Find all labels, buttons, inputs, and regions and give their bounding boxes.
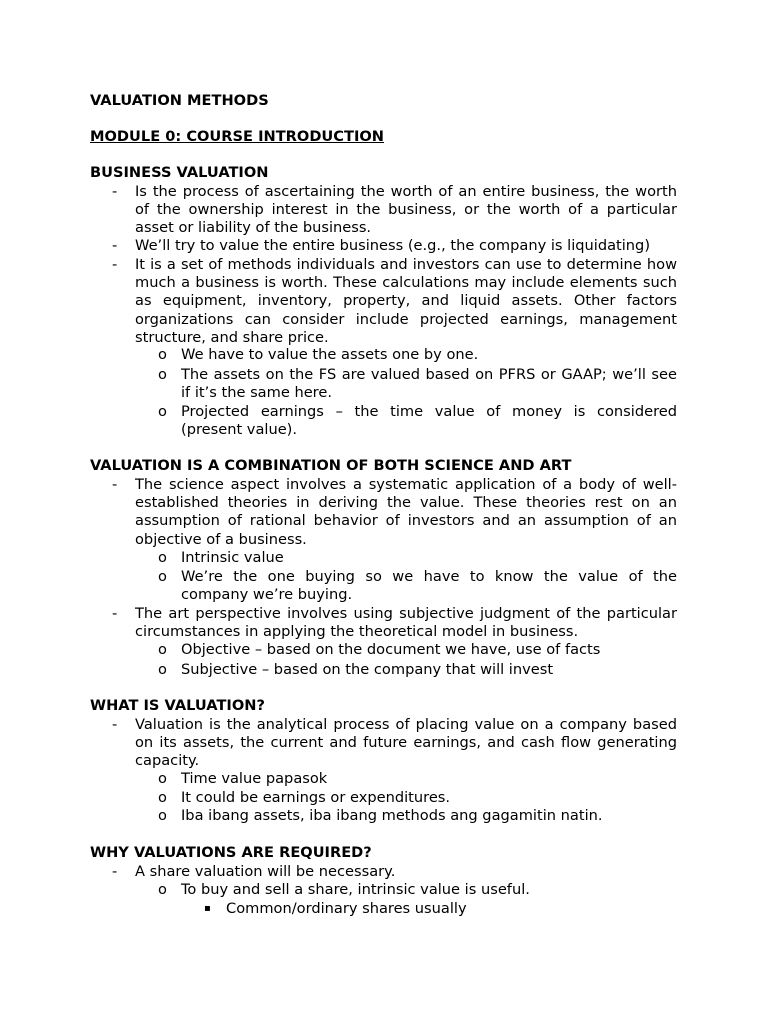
circle-bullet: o	[158, 568, 167, 585]
sub-list-item	[158, 770, 677, 788]
sub-list-item	[158, 549, 677, 567]
sub-sub-list-item	[204, 900, 677, 918]
sub-list-item-text: Objective – based on the document we have, use of facts	[181, 641, 601, 658]
dash-bullet: -	[112, 605, 118, 622]
sub-sub-list-item-text: Common/ordinary shares usually	[226, 900, 467, 917]
sub-list-item	[158, 403, 677, 439]
circle-bullet: o	[158, 549, 167, 566]
sub-list-item-text: The assets on the FS are valued based on PFRS or GAAP; we’ll see if it’s the same here.	[181, 366, 677, 402]
list-item-text: Valuation is the analytical process of placing value on a company based on its assets, the current and future earnings, and cash flow generating capacity.	[135, 716, 677, 770]
dash-bullet: -	[112, 237, 118, 254]
sub-list-item-text: We’re the one buying so we have to know the value of the company we’re buying.	[181, 568, 677, 604]
sub-list-item	[158, 881, 677, 899]
list-item-text: The science aspect involves a systematic application of a body of well-established theories in deriving the value. These theories rest on an assumption of rational behavior of investors and an assumption of an objective of a business.	[135, 476, 677, 548]
sub-list-item	[158, 641, 677, 659]
dash-bullet: -	[112, 716, 118, 733]
list-item-text: We’ll try to value the entire business (e.g., the company is liquidating)	[135, 237, 651, 254]
section-heading: WHAT IS VALUATION?	[90, 697, 265, 714]
sub-list-item-text: Subjective – based on the company that will invest	[181, 661, 554, 678]
list-item	[112, 605, 677, 641]
circle-bullet: o	[158, 403, 167, 420]
square-bullet: ▪	[204, 903, 211, 914]
sub-list-item-text: We have to value the assets one by one.	[181, 346, 479, 363]
sub-list-item-text: It could be earnings or expenditures.	[181, 789, 451, 806]
list-item	[112, 183, 677, 238]
sub-list-item-text: Iba ibang assets, iba ibang methods ang gagamitin natin.	[181, 807, 603, 824]
sub-list-item	[158, 807, 677, 825]
list-item-text: A share valuation will be necessary.	[135, 863, 396, 880]
list-item	[112, 716, 677, 771]
module-heading: MODULE 0: COURSE INTRODUCTION	[90, 128, 384, 145]
circle-bullet: o	[158, 641, 167, 658]
dash-bullet: -	[112, 183, 118, 200]
circle-bullet: o	[158, 807, 167, 824]
circle-bullet: o	[158, 366, 167, 383]
circle-bullet: o	[158, 346, 167, 363]
sub-list-item	[158, 346, 677, 364]
list-item	[112, 476, 677, 549]
sub-list-item	[158, 568, 677, 604]
circle-bullet: o	[158, 770, 167, 787]
circle-bullet: o	[158, 789, 167, 806]
list-item-text: Is the process of ascertaining the worth of an entire business, the worth of the ownership interest in the business, or the worth of a particular asset or liability of the business.	[135, 183, 677, 237]
list-item-text: The art perspective involves using subjective judgment of the particular circumstances in applying the theoretical model in business.	[135, 605, 677, 641]
circle-bullet: o	[158, 881, 167, 898]
list-item	[112, 237, 677, 255]
section-heading: VALUATION IS A COMBINATION OF BOTH SCIENCE AND ART	[90, 457, 572, 474]
sub-list-item	[158, 366, 677, 402]
dash-bullet: -	[112, 256, 118, 273]
sub-list-item	[158, 789, 677, 807]
list-item	[112, 863, 677, 881]
sub-list-item-text: Time value papasok	[181, 770, 328, 787]
document-title: VALUATION METHODS	[90, 92, 269, 109]
dash-bullet: -	[112, 863, 118, 880]
section-heading: BUSINESS VALUATION	[90, 164, 269, 181]
sub-list-item-text: Projected earnings – the time value of money is considered (present value).	[181, 403, 677, 439]
section-heading: WHY VALUATIONS ARE REQUIRED?	[90, 844, 372, 861]
list-item-text: It is a set of methods individuals and investors can use to determine how much a business is worth. These calculations may include elements such as equipment, inventory, property, and liquid assets. Other factors organizations can consider include projected earnings, management structure, and share price.	[135, 256, 677, 346]
dash-bullet: -	[112, 476, 118, 493]
circle-bullet: o	[158, 661, 167, 678]
sub-list-item-text: To buy and sell a share, intrinsic value is useful.	[181, 881, 530, 898]
sub-list-item-text: Intrinsic value	[181, 549, 284, 566]
list-item	[112, 256, 677, 347]
sub-list-item	[158, 661, 677, 679]
